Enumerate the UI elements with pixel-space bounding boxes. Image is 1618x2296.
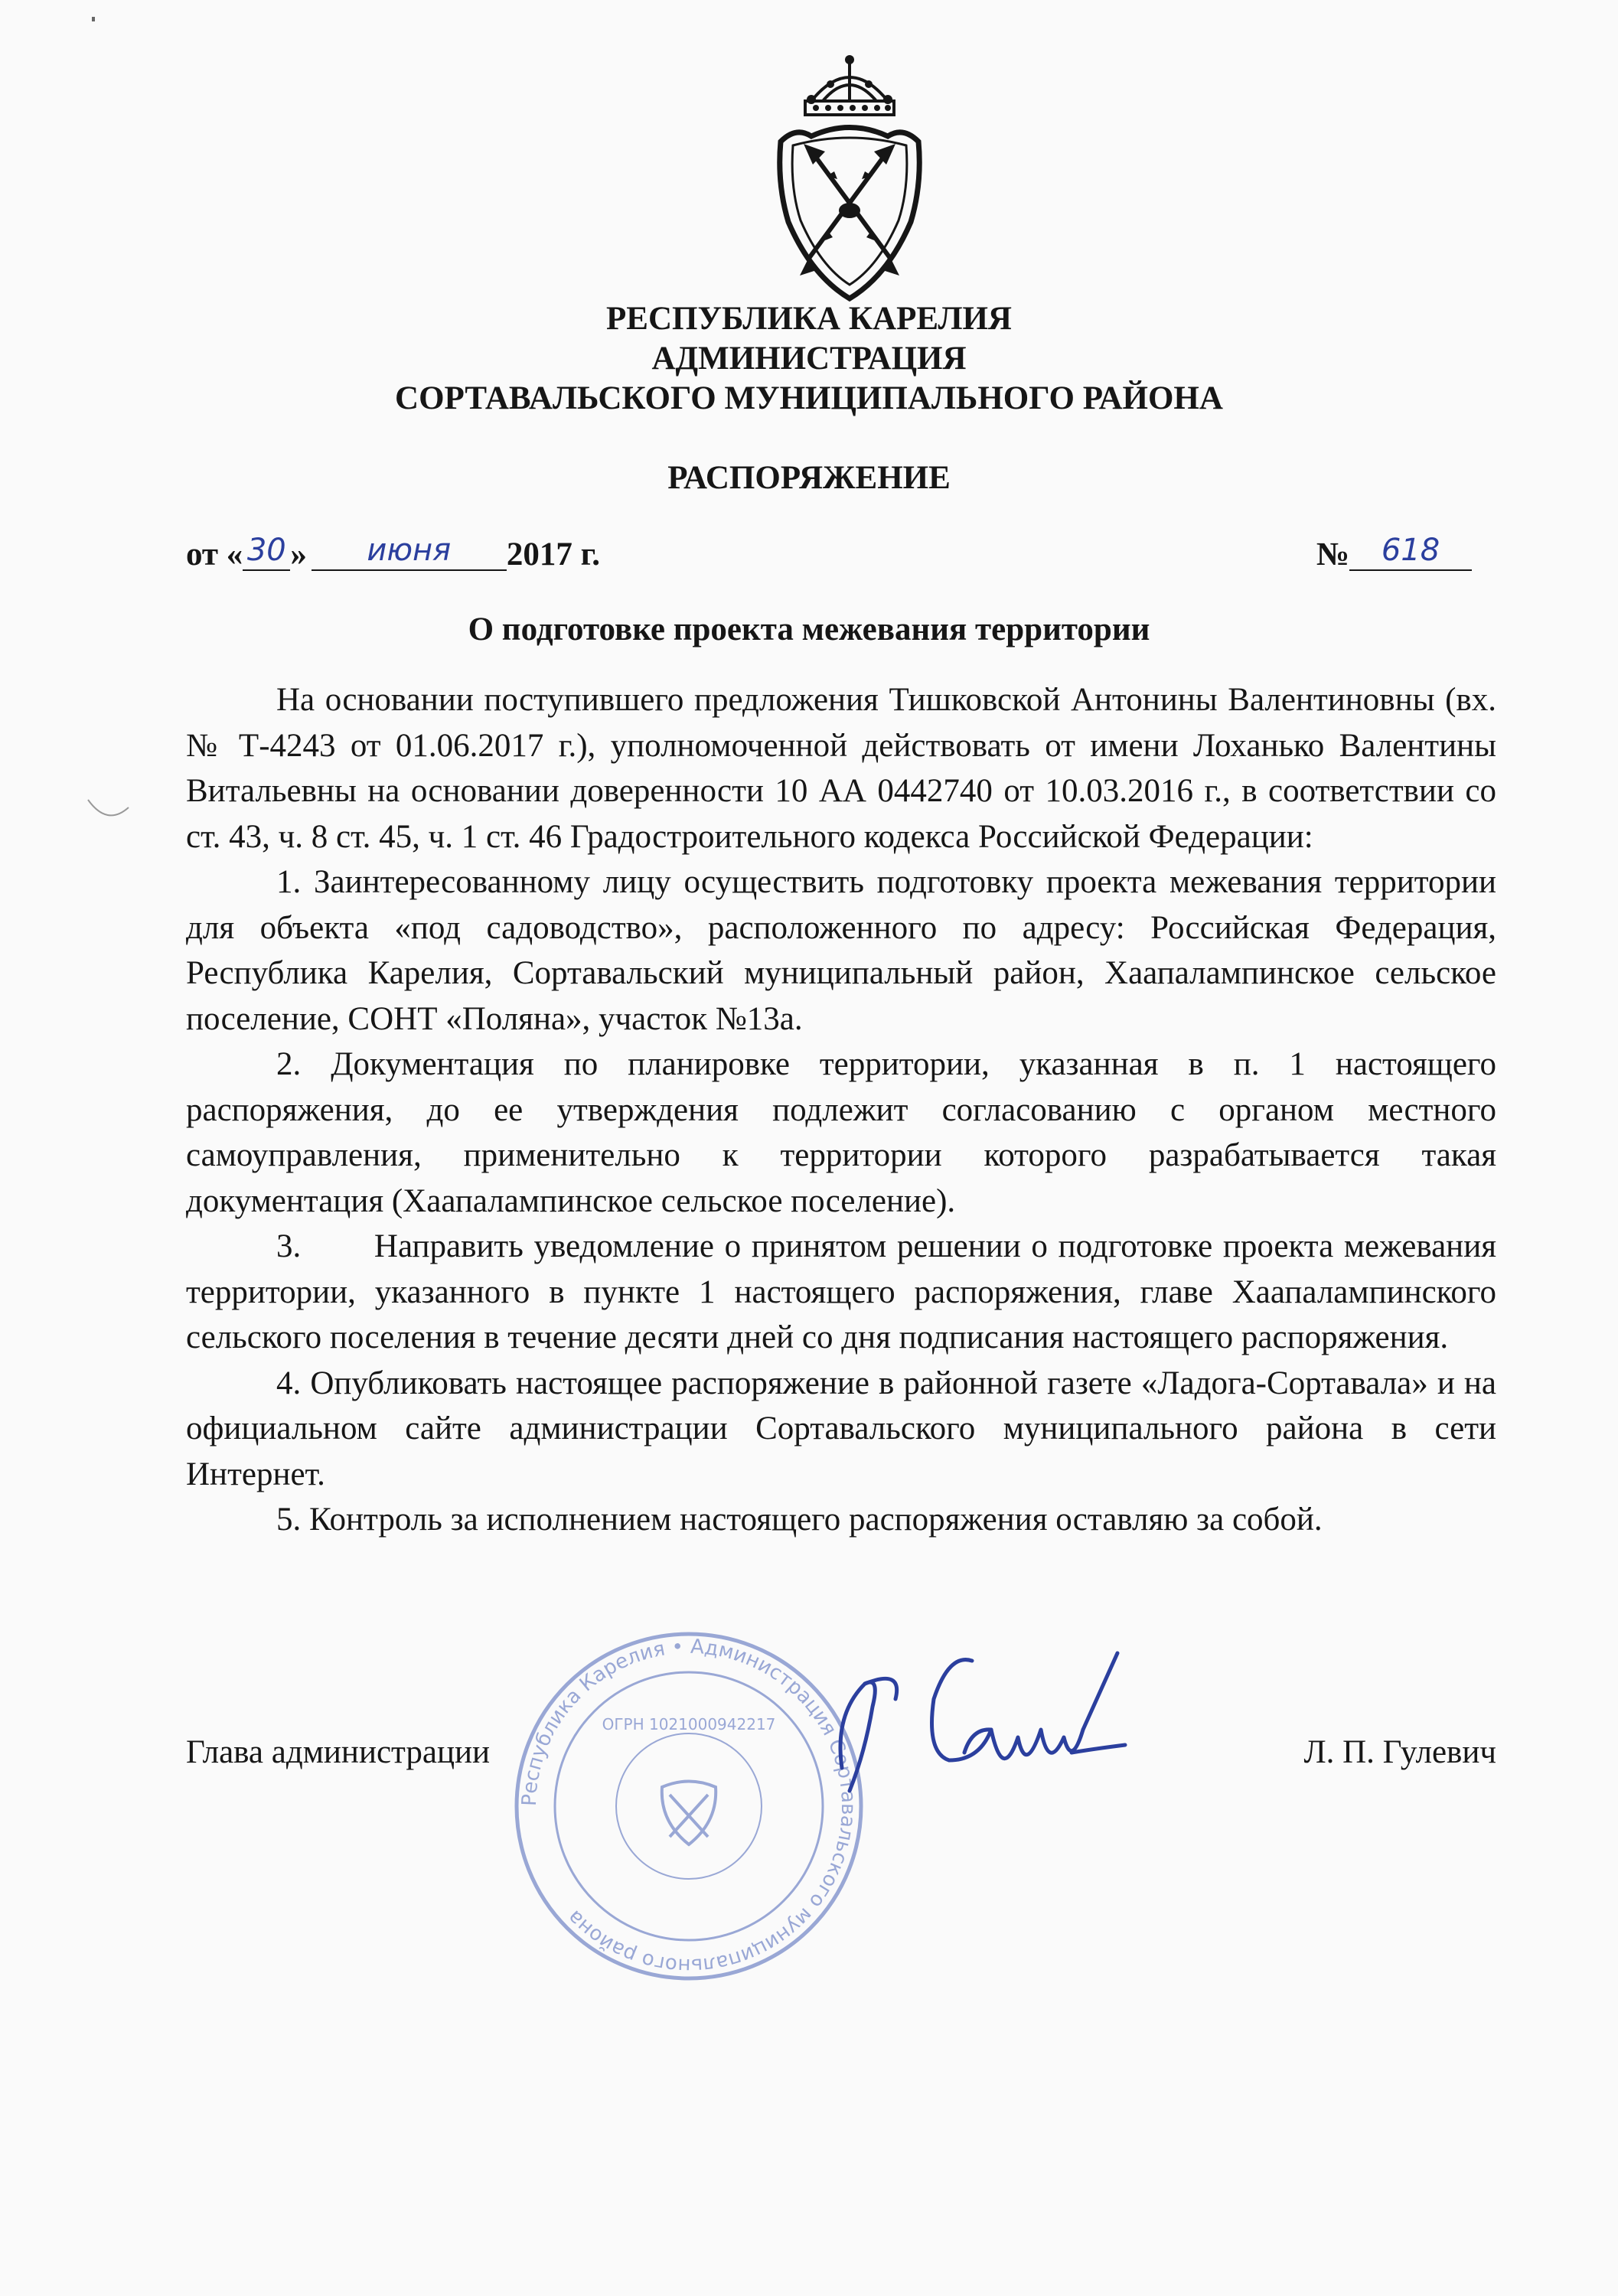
number-blank: [1349, 533, 1472, 571]
handwritten-day: 30: [246, 533, 286, 568]
date-number-line: [186, 533, 1472, 582]
day-blank: [243, 533, 290, 571]
signatory-position: Глава администрации: [186, 1734, 490, 1770]
date-field: [186, 533, 600, 573]
number-label: №: [1316, 536, 1349, 572]
scan-speck: [92, 17, 95, 21]
number-field: [1316, 533, 1472, 573]
month-blank: [312, 533, 507, 571]
header-republic: РЕСПУБЛИКА КАРЕЛИЯ: [606, 301, 1012, 337]
clause-1-paragraph: 1. Заинтересованному лицу осуществить подготовку проекта межевания территории для объекта «под садоводство», расположенного по адресу: Российская Федерация, Республика Карелия, Сортавальский муниципальный район, Хаапалампинское сельское поселение, СОНТ «Поляна», участок №13а.: [186, 864, 1496, 1037]
clause-5-paragraph: 5. Контроль за исполнением настоящего распоряжения оставляю за собой.: [276, 1502, 1323, 1538]
document-body: [186, 677, 1505, 1543]
official-round-stamp: [505, 1623, 873, 1990]
handwritten-signature: [819, 1638, 1140, 1814]
stamp-inner-text: ОГРН 1021000942217: [602, 1715, 776, 1733]
header-administration: АДМИНИСТРАЦИЯ: [651, 341, 967, 377]
clause-2-paragraph: 2. Документация по планировке территории, указанная в п. 1 настоящего распоряжения, до ее утверждения подлежит согласованию с органом местного самоуправления, применительно к территории которого разрабатывается такая документация (Хаапалампинское сельское поселение).: [186, 1046, 1496, 1219]
date-prefix: от «: [186, 536, 243, 572]
document-subject: О подготовке проекта межевания территории: [468, 612, 1150, 647]
header-district: СОРТАВАЛЬСКОГО МУНИЦИПАЛЬНОГО РАЙОНА: [395, 380, 1223, 416]
stamp-outer-text: Республика Карелия • Администрация Сортавальского муниципального района: [517, 1635, 860, 1978]
date-year: 2017 г.: [506, 536, 600, 572]
document-type-title: РАСПОРЯЖЕНИЕ: [667, 460, 951, 496]
signatory-name: Л. П. Гулевич: [1303, 1734, 1496, 1770]
handwritten-number: 618: [1381, 533, 1440, 568]
punch-hole-mark: [84, 796, 130, 827]
clause-4-paragraph: 4. Опубликовать настоящее распоряжение в районной газете «Ладога-Сортавала» и на официальном сайте администрации Сортавальского муниципального района в сети Интернет.: [186, 1365, 1496, 1492]
coat-of-arms-emblem: [765, 54, 934, 306]
handwritten-month: июня: [367, 533, 452, 568]
svg-text:Республика Карелия • Администр: [518, 1636, 860, 1977]
date-quote-close: »: [290, 536, 307, 572]
preamble-paragraph: На основании поступившего предложения Тишковской Антонины Валентиновны (вх. № Т-4243 от 01.06.2017 г.), уполномоченной действовать от имени Лоханько Валентины Витальевны на основании доверенности 10 АА 0442740 от 10.03.2016 г., в соответствии со ст. 43, ч. 8 ст. 45, ч. 1 ст. 46 Градостроительного кодекса Российской Федерации:: [186, 682, 1496, 855]
clause-3-paragraph: 3. Направить уведомление о принятом решении о подготовке проекта межевания территории, указанного в пункте 1 настоящего распоряжения, главе Хаапалампинского сельского поселения в течение десяти дней со дня подписания настоящего распоряжения.: [186, 1228, 1505, 1355]
